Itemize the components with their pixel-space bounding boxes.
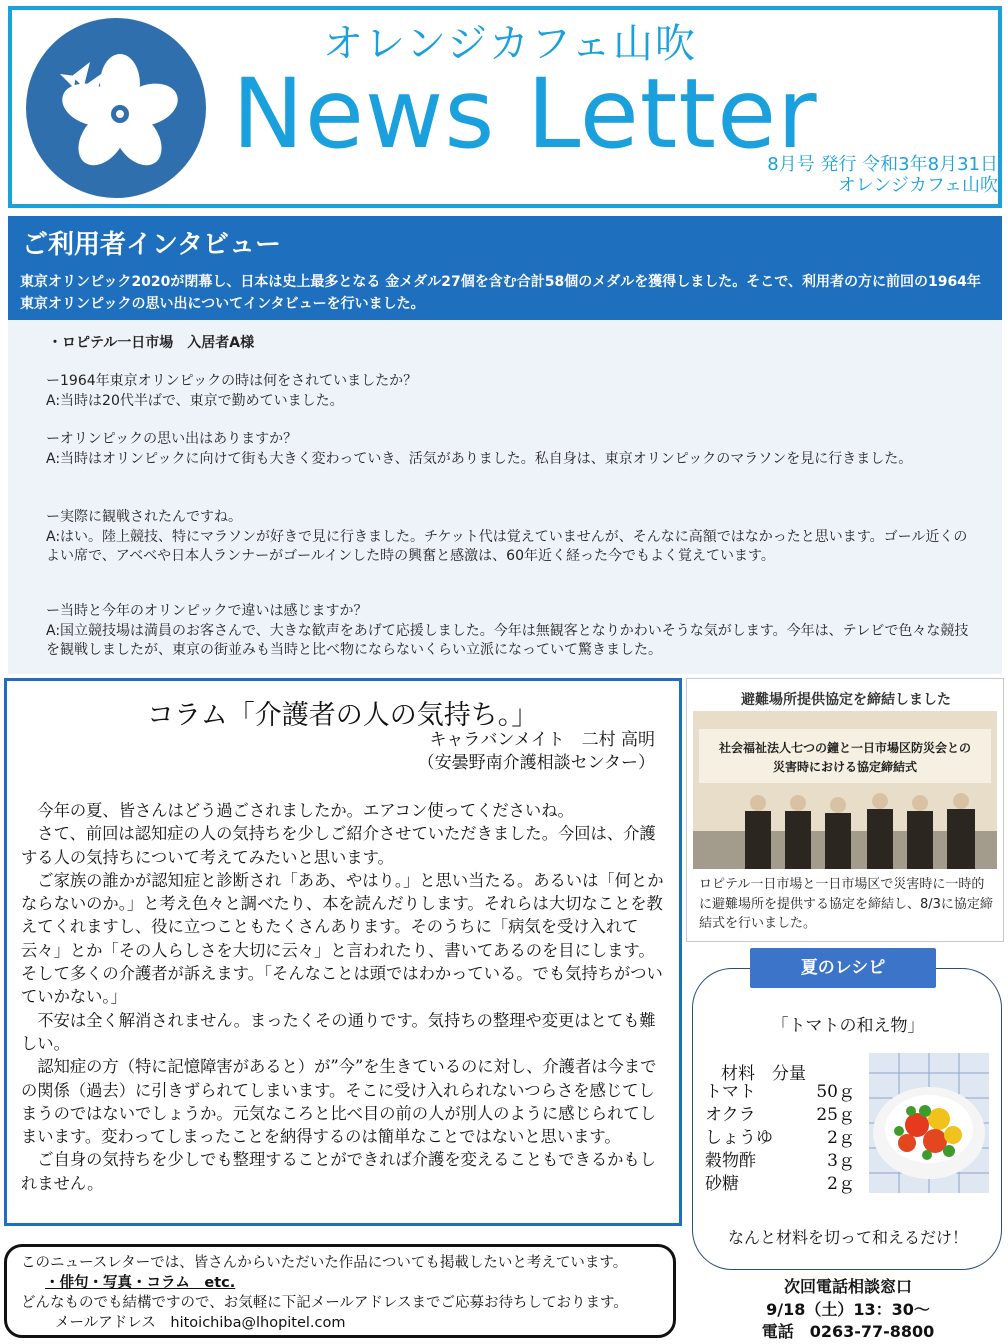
phone-date: 9/18（土）13：30～ (766, 1299, 930, 1319)
column-title: コラム「介護者の人の気持ち。」 (147, 700, 539, 731)
question: ー実際に観戦されたんですね。 (46, 509, 242, 525)
column-paragraph: ご家族の誰かが認知症と診断され「ああ、やはり。」と思い当たる。あるいは「何とかならないのか。」と考え色々と調べたり、本を読んだりします。それらは大切なことを教えてくれますし、役に立つこともたくさんあります。そのうちに「病気を受け入れて云々」とか「その人らしさを大切に云々」と言われたり、書いてあるのを目にします。そして多くの介護者が訴えます。「そんなことは頭ではわかっている。でも気持ちがついていかない。」 (21, 870, 664, 1007)
evacuation-title: 避難場所提供協定を締結しました (741, 692, 951, 708)
banner-line: 社会福祉法人七つの鐘と一日市場区防災会との (718, 741, 971, 755)
column-paragraph: さて、前回は認知症の人の気持ちを少しご紹介させていただきました。今回は、介護する人の気持ちについて考えてみたいと思います。 (21, 824, 656, 867)
ingredient-amount: 2ｇ (827, 1173, 855, 1194)
phone-number: 電話 0263-77-8800 (761, 1322, 935, 1342)
column-section (4, 678, 682, 1226)
submission-text (21, 1253, 669, 1333)
interview-intro: 東京オリンピック2020が閉幕し、日本は史上最多となる 金メダル27個を含む合計58個のメダルを獲得しました。そこで、利用者の方に前回の1964年東京オリンピックの思い出についてインタビューを行いました。 (20, 274, 981, 312)
column-affiliation: （安曇野南介護相談センター） (417, 752, 655, 773)
ingredient-row (705, 1081, 855, 1104)
cherry-blossom-logo (24, 16, 208, 200)
ceremony-photo (693, 711, 997, 869)
newsletter-title: News Letter (232, 58, 818, 170)
recipe-card (692, 968, 1002, 1270)
qa-block-4 (46, 602, 970, 661)
evacuation-agreement-card (686, 678, 1004, 942)
answer: A:当時はオリンピックに向けて街も大きく変わっていき、活気がありました。私自身は、東京オリンピックのマラソンを見に行きました。 (46, 450, 913, 467)
ingredient-name: オクラ (705, 1104, 756, 1125)
column-paragraph: 不安は全く解消されません。まったくその通りです。気持ちの整理や変更はとても難しい。 (21, 1010, 656, 1053)
submission-genres: ・俳句・写真・コラム etc. (45, 1275, 236, 1291)
ingredient-name: トマト (705, 1082, 756, 1102)
banner-line: 災害時における協定締結式 (772, 759, 917, 774)
recipe-note: なんと材料を切って和えるだけ！ (727, 1228, 968, 1247)
ingredient-row (705, 1150, 855, 1173)
phone-consultation (690, 1276, 1006, 1344)
publisher: オレンジカフェ山吹 (837, 174, 998, 196)
cafe-name: オレンジカフェ山吹 (323, 21, 697, 67)
question: ー1964年東京オリンピックの時は何をされていましたか？ (46, 373, 418, 389)
qa-block-1 (46, 372, 970, 411)
column-body (21, 799, 667, 1195)
submission-notice (4, 1244, 676, 1338)
ceremony-banner (693, 739, 997, 776)
qa-block-2 (46, 430, 970, 469)
issue-info (767, 155, 998, 196)
column-paragraph: 今年の夏、皆さんはどう過ごされましたか。エアコン使ってくださいね。 (37, 801, 574, 820)
tomato-dish-photo (869, 1053, 989, 1193)
recipe-dish-name: 「トマトの和え物」 (771, 1016, 925, 1036)
ingredient-amount: 25ｇ (816, 1104, 855, 1125)
phone-title: 次回電話相談窓口 (783, 1277, 912, 1296)
ingredient-row (705, 1127, 855, 1150)
qa-block-3 (46, 508, 970, 567)
question: ー当時と今年のオリンピックで違いは感じますか？ (46, 603, 368, 619)
column-paragraph: 認知症の方（特に記憶障害があると）が”今”を生きているのに対し、介護者は今までの関係（過去）に引きずられてしまいます。そこに受け入れられないつらさを感じてしまうのではないでしょうか。元気なころと比べ目の前の人が別人のように感じられてしまいます。変わってしまったことを納得するのは簡単なことではないと思います。 (21, 1057, 657, 1147)
ingredient-amount: 50ｇ (816, 1082, 855, 1102)
notice-line: どんなものでも結構ですので、お気軽に下記メールアドレスまでご応募お待ちしております。 (21, 1295, 628, 1311)
ingredients-header: 材料 分量 (721, 1064, 806, 1084)
ingredient-name: 砂糖 (705, 1173, 739, 1194)
ingredient-row (705, 1104, 855, 1127)
interview-body (8, 320, 1002, 674)
issue-date: 8月号 発行 令和3年8月31日 (767, 154, 998, 175)
ingredient-row (705, 1173, 855, 1196)
column-author-block (418, 729, 655, 775)
notice-line: このニュースレターでは、皆さんからいただいた作品についても掲載したいと考えています。 (21, 1255, 628, 1271)
interview-header (8, 216, 1002, 320)
ingredient-name: 穀物酢 (705, 1150, 756, 1171)
email-address[interactable]: hitoichiba@lhopitel.com (170, 1315, 346, 1331)
answer: A:はい。陸上競技、特にマラソンが好きで見に行きました。チケット代は覚えていませんが、そんなに高額ではなかったと思います。ゴール近くのよい席で、アベベや日本人ランナーがゴールインした時の興奮と感激は、60年近く経った今でもよく覚えています。 (46, 528, 968, 565)
answer: A:当時は20代半ばで、東京で勤めていました。 (46, 392, 344, 409)
ingredient-list (705, 1081, 855, 1196)
ingredient-amount: 3ｇ (827, 1150, 855, 1171)
ingredient-amount: 2ｇ (827, 1127, 855, 1148)
column-paragraph: ご自身の気持ちを少しでも整理することができれば介護を変えることもできるかもしれません。 (21, 1150, 656, 1193)
evacuation-caption: ロピテル一日市場と一日市場区で災害時に一時的に避難場所を提供する協定を締結し、8/3に協定締結式を行いました。 (699, 877, 993, 931)
ingredient-name: しょうゆ (705, 1127, 773, 1148)
question: ーオリンピックの思い出はありますか？ (46, 431, 298, 447)
answer: A:国立競技場は満員のお客さんで、大きな歓声をあげて応援しました。今年は無観客となりかわいそうな気がします。今年は、テレビで色々な競技を観戦しましたが、東京の街並みも当時と比べ物にならないくらい立派になっていて驚きました。 (46, 622, 969, 659)
interview-respondent: ・ロピテル一日市場 入居者A様 (48, 335, 255, 351)
column-author: キャラバンメイト 二村 高明 (429, 730, 655, 750)
recipe-badge: 夏のレシピ (750, 948, 936, 988)
interview-title: ご利用者インタビュー (22, 230, 281, 260)
email-label: メールアドレス (55, 1315, 156, 1331)
